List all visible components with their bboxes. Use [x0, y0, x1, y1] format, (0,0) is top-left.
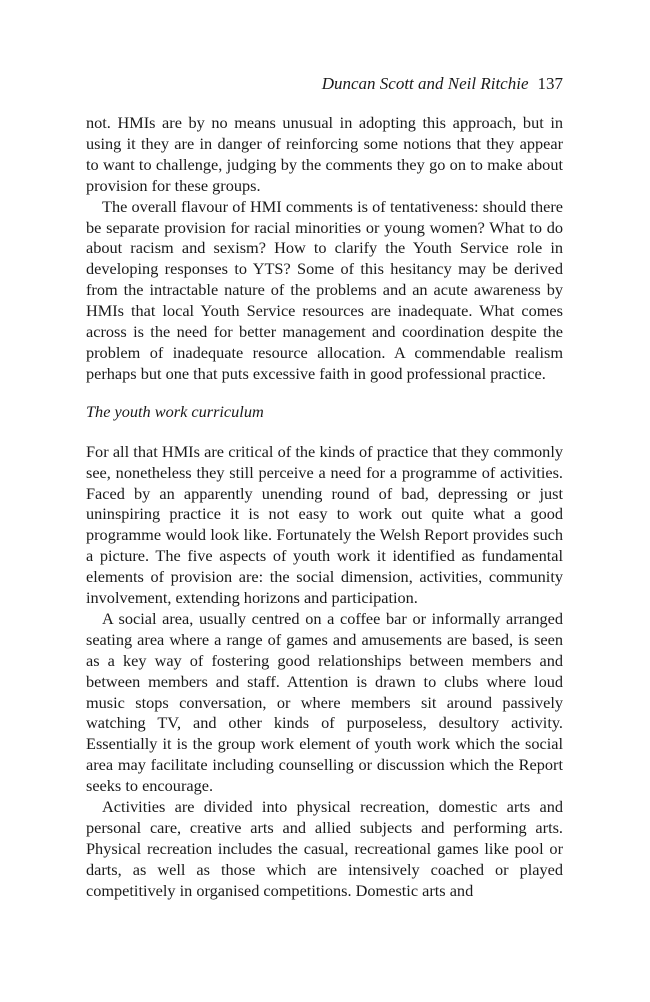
body-paragraph: Activities are divided into physical recreation, domestic arts and personal care, creative arts and allied subjects and performing arts. Physical recreation includes the casual, recreational games like pool or darts, as well as those which are intensively coached or played competitively in organised competitions. Domestic arts and — [86, 797, 563, 900]
body-paragraph: For all that HMIs are critical of the kinds of practice that they commonly see, nonetheless they still perceive a need for a programme of activities. Faced by an apparently unending round of bad, depressing or just uninspiring practice it is not easy to work out quite what a good programme would look like. Fortunately the Welsh Report provides such a picture. The five aspects of youth work it identified as fundamental elements of provision are: the social dimension, activities, community involvement, extending horizons and participation. — [86, 441, 563, 608]
page-number: 137 — [537, 74, 563, 93]
body-paragraph: The overall flavour of HMI comments is of tentativeness: should there be separate provision for racial minorities or young women? What to do about racism and sexism? How to clarify the Youth Service role in developing responses to YTS? Some of this hesitancy may be derived from the intractable nature of the problems and an acute awareness by HMIs that local Youth Service resources are inadequate. What comes across is the need for better management and coordination despite the problem of inadequate resource allocation. A commendable realism perhaps but one that puts excessive faith in good professional practice. — [86, 196, 563, 383]
section-heading: The youth work curriculum — [86, 401, 264, 421]
book-page — [86, 72, 563, 902]
running-header — [86, 72, 563, 96]
body-paragraph: A social area, usually centred on a coffee bar or informally arranged seating area where a range of games and amusements are based, is seen as a key way of fostering good relationships between members and between members and staff. Attention is drawn to clubs where loud music stops conversation, or where members sit around passively watching TV, and other kinds of purposeless, desultory activity. Essentially it is the group work element of youth work which the social area may facilitate including counselling or discussion which the Report seeks to encourage. — [86, 608, 563, 796]
body-paragraph: not. HMIs are by no means unusual in adopting this approach, but in using it they are in danger of reinforcing some notions that they appear to want to challenge, judging by the comments they go on to make about provision for these groups. — [86, 113, 563, 195]
running-header-authors: Duncan Scott and Neil Ritchie — [321, 74, 529, 93]
